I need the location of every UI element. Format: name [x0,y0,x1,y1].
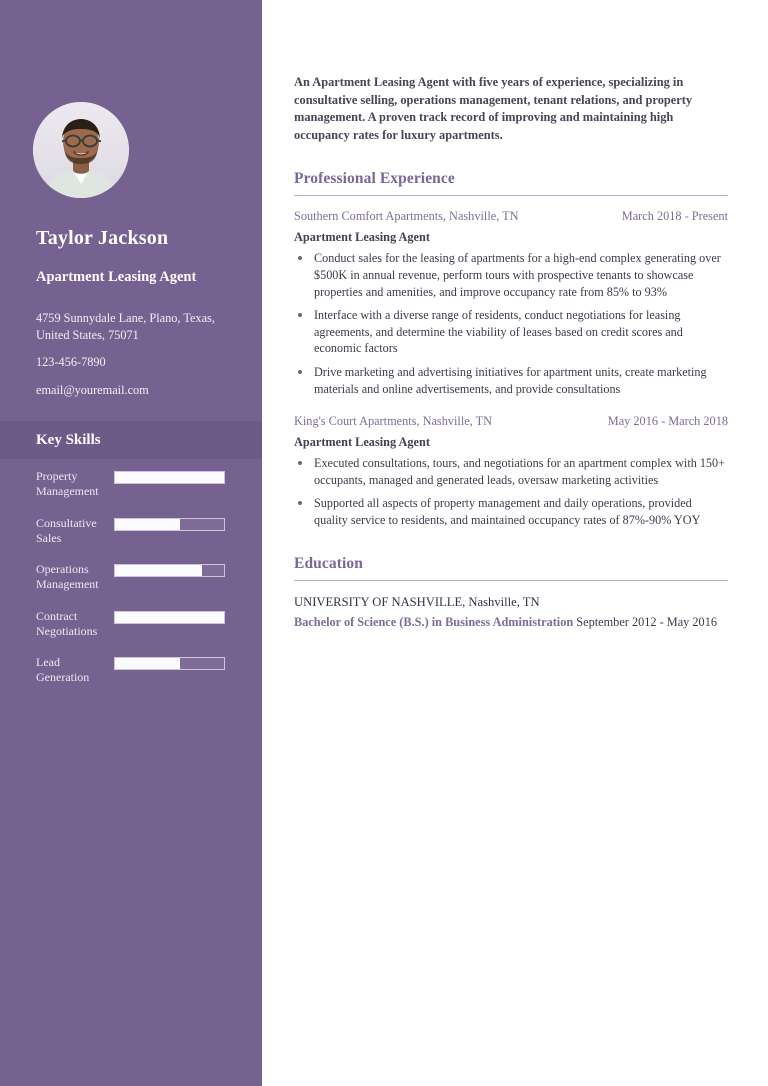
bullet-dot-icon [298,501,302,505]
key-skills-title: Key Skills [36,431,101,448]
sidebar [0,0,262,1086]
skill-label: Lead Generation [36,655,90,684]
skill-item [0,515,262,546]
bullet-text: Supported all aspects of property management and daily operations, provided quality service to residents, and maintained occupancy rates of 87%-90% YOY [314,496,701,527]
section-professional-experience [294,170,728,528]
profile-photo-illustration [33,102,129,198]
bullet-dot-icon [298,370,302,374]
resume-body [262,0,768,1086]
skill-level-fill [115,472,224,483]
address-line-2: United States, 75071 [36,327,139,342]
experience-bullets [294,455,728,528]
skill-item [0,608,262,639]
bullet-item [294,364,728,397]
experience-company: Southern Comfort Apartments, Nashville, TN [294,209,519,224]
person-name: Taylor Jackson [36,227,169,249]
skill-label: Consultative Sales [36,515,97,545]
experience-bullets [294,250,728,397]
avatar [33,102,129,198]
key-skills-header [0,421,262,459]
skill-item [0,654,262,685]
bullet-text: Drive marketing and advertising initiatives for apartment units, create marketing materials and online advertisements, and provide consultations [314,365,707,396]
skill-level-bar [114,471,225,484]
experience-dates: March 2018 - Present [621,209,728,224]
skill-level-fill [115,565,202,576]
section-title-education: Education [294,554,363,572]
education-degree: Bachelor of Science (B.S.) in Business Administration [294,614,574,629]
skill-level-fill [115,519,180,530]
skill-label: Property Management [36,469,99,498]
bullet-item [294,250,728,300]
experience-company: King's Court Apartments, Nashville, TN [294,414,493,429]
skill-level-fill [115,658,180,669]
experience-role: Apartment Leasing Agent [294,230,430,245]
education-school: UNIVERSITY OF NASHVILLE, Nashville, TN [294,594,540,609]
bullet-item [294,307,728,357]
skill-level-fill [115,612,224,623]
bullet-text: Executed consultations, tours, and negotiations for an apartment complex with 150+ occupants, managed and generated leads, oversaw marketing activities [314,456,725,487]
skill-item [0,468,262,499]
skill-item [0,561,262,592]
bullet-dot-icon [298,313,302,317]
professional-summary: An Apartment Leasing Agent with five years of experience, specializing in consultative selling, operations management, tenant relations, and property management. A proven track record of improving and maintaining high occupancy rates for luxury apartments. [294,75,693,142]
skill-label: Operations Management [36,562,99,591]
bullet-text: Interface with a diverse range of residents, conduct negotiations for leasing agreements, and determine the viability of leases based on credit scores and economic factors [314,308,683,356]
skill-level-bar [114,564,225,577]
experience-entry-header [294,209,728,224]
bullet-dot-icon [298,256,302,260]
skill-label: Contract Negotiations [36,608,98,638]
experience-entry-header [294,414,728,429]
bullet-item [294,495,728,528]
contact-phone[interactable]: 123-456-7890 [36,355,106,370]
bullet-text: Conduct sales for the leasing of apartments for a high-end complex generating over $500K in annual revenue, perform tours with prospective tenants to showcase properties and amenities, and improve occupancy rate from 85% to 93% [314,251,721,299]
identity-block [36,226,250,286]
skill-level-bar [114,611,225,624]
section-divider [294,580,728,581]
experience-dates: May 2016 - March 2018 [607,414,728,429]
experience-role: Apartment Leasing Agent [294,435,430,450]
contact-address [36,310,248,343]
section-divider [294,195,728,196]
person-job-title: Apartment Leasing Agent [36,269,197,285]
skill-level-bar [114,518,225,531]
education-detail [294,614,728,631]
address-line-1: 4759 Sunnydale Lane, Plano, Texas, [36,311,215,325]
contact-block [36,310,248,398]
bullet-item [294,455,728,488]
education-dates: September 2012 - May 2016 [576,614,718,629]
section-title-experience: Professional Experience [294,170,455,188]
skill-level-bar [114,657,225,670]
experience-entry [294,209,728,397]
experience-entry [294,414,728,528]
contact-email[interactable]: email@youremail.com [36,382,149,397]
profile-photo [33,102,129,198]
section-education [294,555,728,631]
bullet-dot-icon [298,461,302,465]
skills-list [0,468,262,701]
